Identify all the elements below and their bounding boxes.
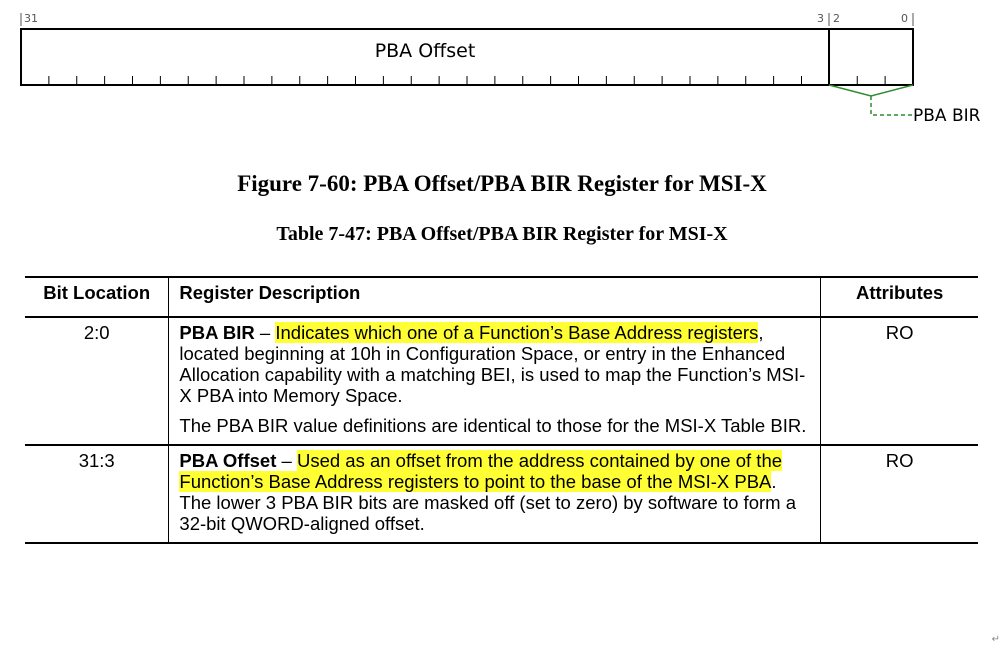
table-row	[25, 317, 978, 445]
dash: –	[276, 450, 297, 471]
description-note: The PBA BIR value definitions are identical to those for the MSI-X Table BIR.	[179, 415, 807, 436]
dash: –	[254, 322, 276, 343]
bir-leader-line	[871, 96, 912, 115]
highlighted-text: Indicates which one of a Function’s Base Address registers	[275, 322, 759, 343]
pba-bir-label: PBA BIR	[913, 106, 981, 126]
description-text: . The lower 3 PBA BIR bits are masked off (set to zero) by software to form a 32-bit QWORD-aligned offset.	[179, 471, 796, 534]
bit-number-31: 31	[24, 12, 38, 25]
table-header-row	[25, 277, 978, 317]
table-row	[25, 445, 978, 543]
figure-caption: Figure 7-60: PBA Offset/PBA BIR Register for MSI-X	[237, 171, 767, 196]
bit-number-0: 0	[901, 12, 908, 25]
header-register-description: Register Description	[169, 277, 821, 317]
description-paragraph	[179, 322, 812, 406]
highlighted-text: Used as an offset from the address contained by one of the Function’s Base Address registers to point to the base of the MSI-X PBA	[179, 450, 783, 492]
bit-number-2: 2	[833, 12, 840, 25]
pba-bir-field-box	[829, 29, 913, 85]
bit-location-cell: 31:3	[25, 445, 169, 543]
description-text: , located beginning at 10h in Configuration Space, or entry in the Enhanced Allocation capability with a matching BEI, is used to map the Function’s MSI-X PBA into Memory Space.	[179, 322, 806, 406]
field-name: PBA BIR	[179, 322, 255, 343]
register-diagram	[0, 0, 1004, 140]
pba-offset-label: PBA Offset	[374, 40, 476, 62]
description-cell	[169, 317, 821, 445]
register-table	[25, 276, 978, 544]
description-cell	[169, 445, 821, 543]
header-bit-location: Bit Location	[25, 277, 169, 317]
attribute-cell: RO	[821, 317, 978, 445]
bit-location-cell: 2:0	[25, 317, 169, 445]
table-caption: Table 7-47: PBA Offset/PBA BIR Register for MSI-X	[276, 223, 728, 245]
description-paragraph	[179, 450, 812, 534]
bit-number-3: 3	[817, 12, 824, 25]
bit-ticks	[49, 76, 885, 85]
header-attributes: Attributes	[821, 277, 978, 317]
attribute-cell: RO	[821, 445, 978, 543]
bit-scale-marks	[21, 13, 913, 26]
bir-bracket	[829, 85, 913, 96]
paragraph-return-mark: ↵	[991, 634, 1000, 645]
field-name: PBA Offset	[179, 450, 277, 471]
